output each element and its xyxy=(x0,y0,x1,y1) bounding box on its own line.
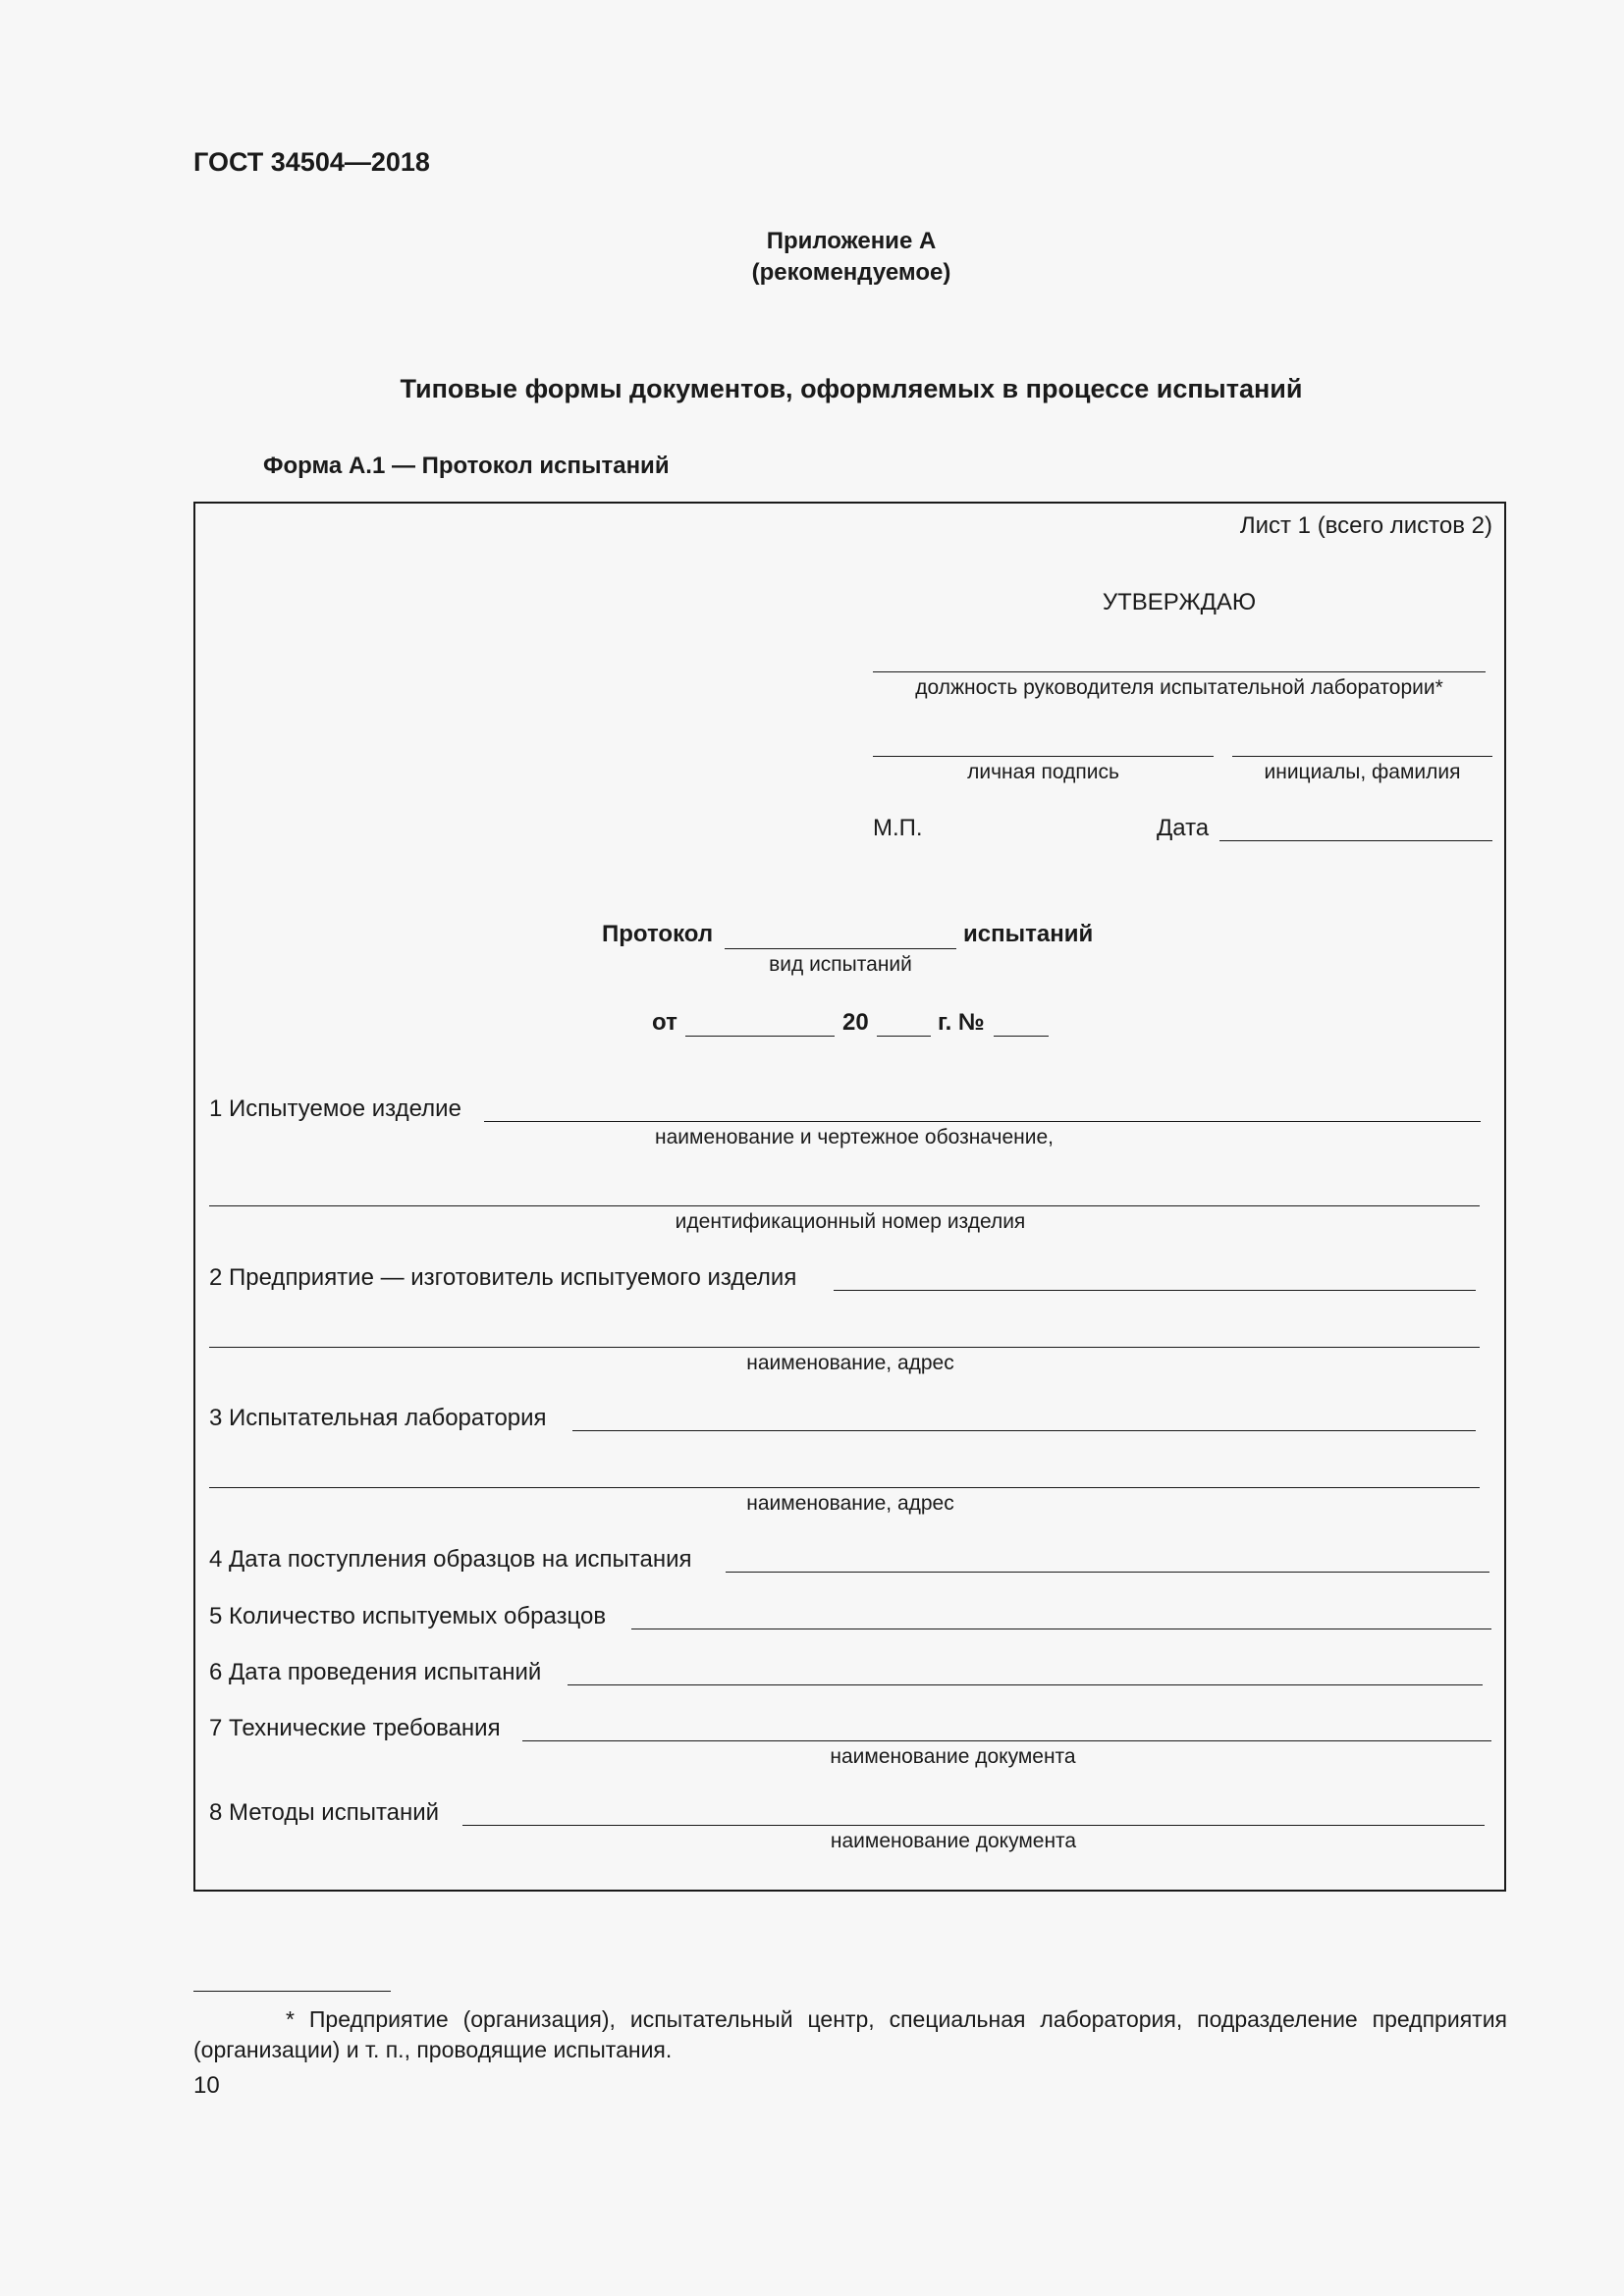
item-1-line-2 xyxy=(209,1205,1480,1206)
tests-word: испытаний xyxy=(963,921,1094,947)
page-number: 10 xyxy=(193,2072,220,2099)
item-8-caption: наименование документа xyxy=(830,1830,1077,1852)
item-7-line xyxy=(522,1740,1491,1741)
approve-heading: УТВЕРЖДАЮ xyxy=(1102,589,1257,615)
item-1-line xyxy=(484,1121,1481,1122)
annex-title: Приложение А xyxy=(766,228,937,254)
sheet-number: Лист 1 (всего листов 2) xyxy=(1239,512,1492,539)
position-line xyxy=(873,671,1486,672)
item-1-caption-2: идентификационный номер изделия xyxy=(675,1210,1026,1233)
item-3-line-2 xyxy=(209,1487,1480,1488)
name-caption: инициалы, фамилия xyxy=(1264,761,1461,783)
item-7-label: 7 Технические требования xyxy=(209,1715,501,1741)
item-3-caption: наименование, адрес xyxy=(746,1492,954,1515)
signature-line xyxy=(873,756,1214,757)
date-label: Дата xyxy=(1157,815,1210,841)
item-2-line-2 xyxy=(209,1347,1480,1348)
test-type-line xyxy=(725,948,956,949)
protocol-word: Протокол xyxy=(602,921,714,947)
number-line xyxy=(994,1036,1049,1037)
from-word: от xyxy=(652,1009,677,1036)
year-prefix: 20 xyxy=(842,1009,869,1036)
seal-label: М.П. xyxy=(873,815,923,841)
item-3-label: 3 Испытательная лаборатория xyxy=(209,1405,547,1431)
document-code: ГОСТ 34504—2018 xyxy=(193,147,430,177)
year-suffix: г. № xyxy=(938,1009,985,1036)
item-6-line xyxy=(568,1684,1483,1685)
date-line xyxy=(1219,840,1492,841)
item-7-caption: наименование документа xyxy=(830,1745,1076,1768)
item-8-line xyxy=(462,1825,1485,1826)
form-title: Форма А.1 — Протокол испытаний xyxy=(263,453,670,479)
item-5-label: 5 Количество испытуемых образцов xyxy=(209,1603,607,1629)
signature-caption: личная подпись xyxy=(967,761,1119,783)
item-1-label: 1 Испытуемое изделие xyxy=(209,1095,461,1122)
annex-heading xyxy=(0,226,1624,289)
test-type-caption: вид испытаний xyxy=(769,953,912,976)
item-2-caption: наименование, адрес xyxy=(746,1352,954,1374)
date-from-line xyxy=(685,1036,835,1037)
item-2-line xyxy=(834,1290,1476,1291)
position-caption: должность руководителя испытательной лаборатории* xyxy=(915,676,1443,699)
item-4-label: 4 Дата поступления образцов на испытания xyxy=(209,1546,692,1573)
footnote: * Предприятие (организация), испытательный центр, специальная лаборатория, подразделение предприятия (организации) и т. п., проводящие испытания. xyxy=(193,2006,1507,2062)
item-1-caption: наименование и чертежное обозначение, xyxy=(655,1126,1054,1148)
item-2-label: 2 Предприятие — изготовитель испытуемого изделия xyxy=(209,1264,797,1291)
item-4-line xyxy=(726,1572,1489,1573)
footnote-rule xyxy=(193,1991,391,1992)
item-3-line xyxy=(572,1430,1476,1431)
section-title: Типовые формы документов, оформляемых в процессе испытаний xyxy=(400,374,1303,403)
item-6-label: 6 Дата проведения испытаний xyxy=(209,1659,542,1685)
annex-status: (рекомендуемое) xyxy=(751,259,951,286)
year-line xyxy=(877,1036,931,1037)
item-8-label: 8 Методы испытаний xyxy=(209,1799,440,1826)
name-line xyxy=(1232,756,1492,757)
